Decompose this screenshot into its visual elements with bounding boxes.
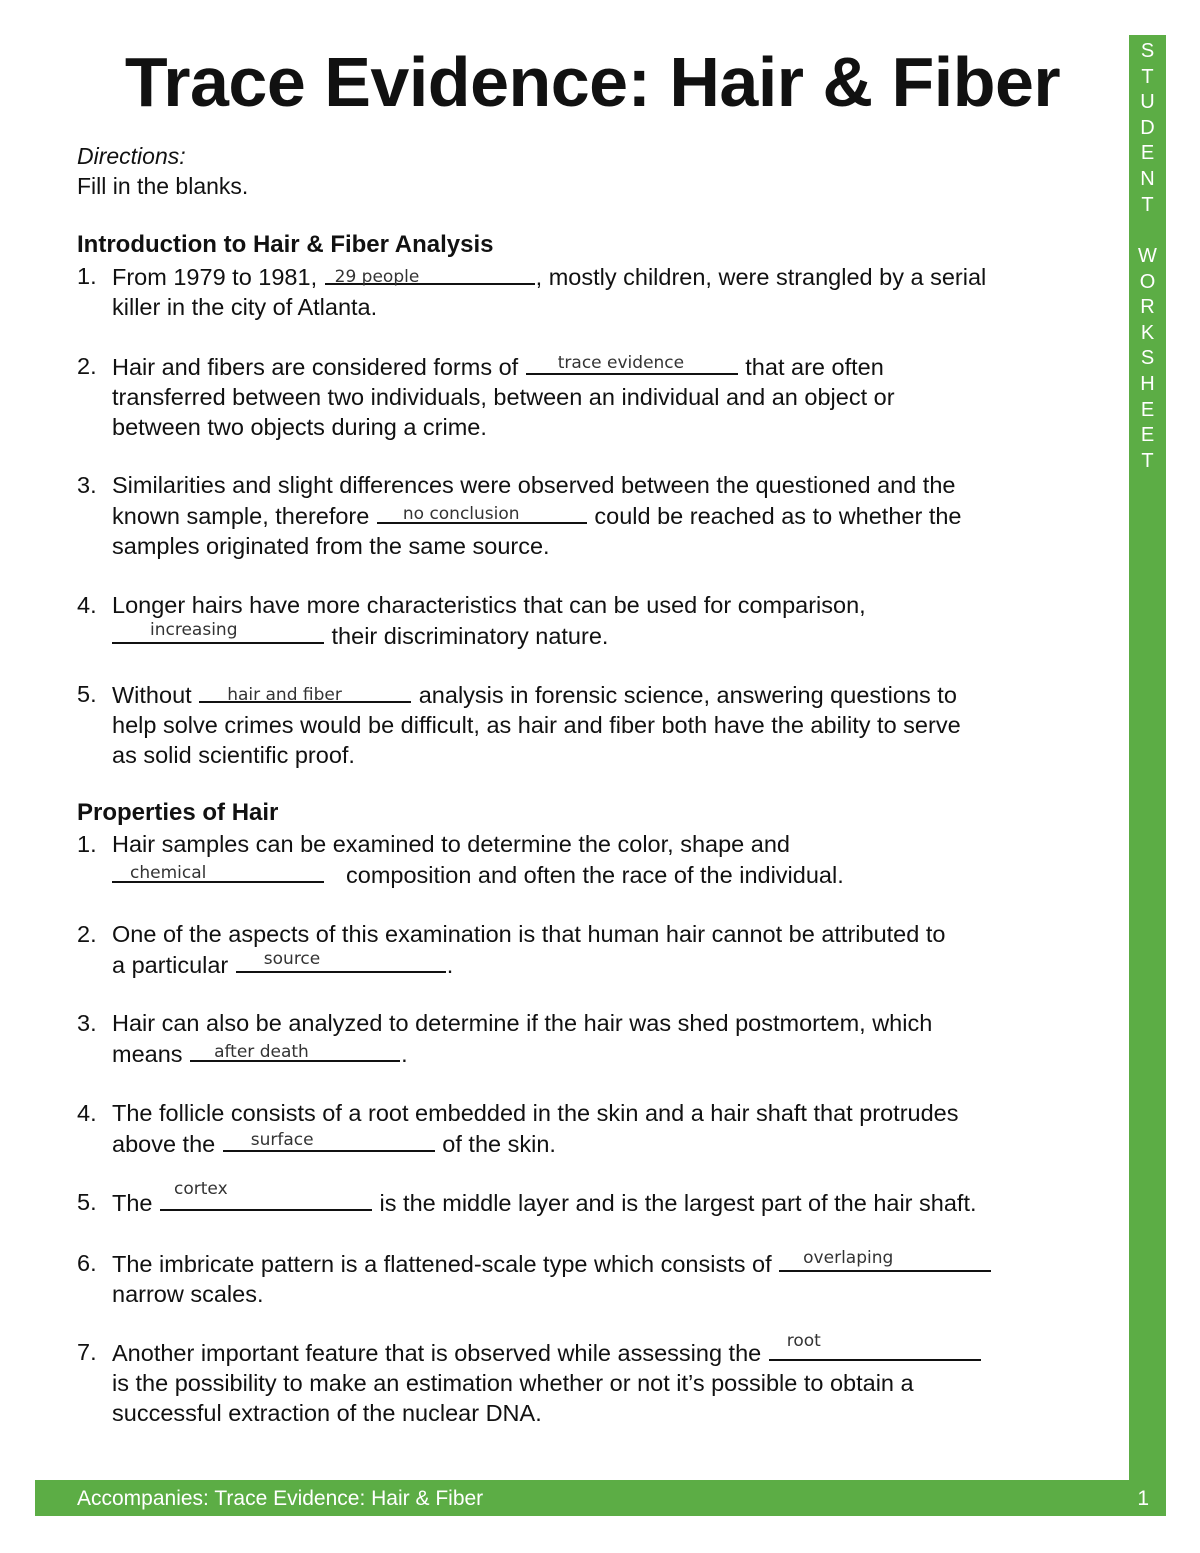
answer-blank[interactable] bbox=[769, 1331, 981, 1361]
sidebar-word-student: S T U D E N T bbox=[1140, 40, 1155, 216]
footer-text: Accompanies: Trace Evidence: Hair & Fiber bbox=[77, 1487, 484, 1510]
answer-blank[interactable] bbox=[223, 1128, 435, 1152]
question-item: 7. Another important feature that is observed while assessing the root is the possibility to make an estimation whether or not it’s possible to obtain a successful extraction of the nuclear DNA. bbox=[77, 1337, 1117, 1428]
directions-body: Fill in the blanks. bbox=[77, 173, 249, 199]
question-number: 4. bbox=[77, 592, 97, 618]
sidebar-bar bbox=[1129, 35, 1166, 1516]
question-number: 1. bbox=[77, 831, 97, 857]
answer-text: increasing bbox=[150, 620, 238, 640]
answer-blank[interactable] bbox=[236, 949, 446, 973]
answer-blank[interactable] bbox=[377, 500, 587, 524]
answer-blank[interactable] bbox=[112, 859, 324, 883]
question-item: 1. From 1979 to 1981, 29 people , mostly children, were strangled by a serial killer in the city of Atlanta. bbox=[77, 263, 987, 320]
answer-text: after death bbox=[214, 1042, 309, 1062]
question-item: 3. Hair can also be analyzed to determine if the hair was shed postmortem, which means after death . bbox=[77, 1010, 933, 1067]
question-number: 1. bbox=[77, 263, 97, 289]
question-number: 2. bbox=[77, 353, 97, 379]
answer-text: no conclusion bbox=[402, 504, 520, 524]
page-title: Trace Evidence: Hair & Fiber bbox=[124, 43, 1061, 121]
question-item: 4. The follicle consists of a root embedded in the skin and a hair shaft that protrudes above the surface of the skin. bbox=[77, 1100, 959, 1157]
answer-text: root bbox=[786, 1331, 821, 1351]
question-number: 5. bbox=[77, 681, 97, 707]
question-number: 4. bbox=[77, 1100, 97, 1126]
question-item: 6. The imbricate pattern is a flattened-scale type which consists of overlaping narrow scales. bbox=[77, 1248, 1117, 1309]
answer-blank[interactable] bbox=[112, 620, 324, 644]
question-item: 2. One of the aspects of this examination is that human hair cannot be attributed to a particular source . bbox=[77, 921, 946, 978]
section-heading-properties: Properties of Hair bbox=[77, 799, 279, 826]
question-number: 6. bbox=[77, 1250, 97, 1276]
answer-blank[interactable] bbox=[779, 1248, 991, 1272]
question-number: 7. bbox=[77, 1339, 97, 1365]
question-number: 3. bbox=[77, 472, 97, 498]
answer-text: 29 people bbox=[334, 267, 420, 287]
page-number: 1 bbox=[1137, 1487, 1149, 1510]
answer-blank[interactable] bbox=[199, 679, 411, 703]
answer-blank[interactable] bbox=[190, 1038, 400, 1062]
answer-blank[interactable] bbox=[526, 351, 738, 375]
answer-blank[interactable] bbox=[325, 261, 535, 285]
sidebar-word-worksheet: W O R K S H E E T bbox=[1138, 245, 1157, 472]
directions-heading: Directions: bbox=[77, 143, 186, 169]
answer-text: surface bbox=[250, 1130, 314, 1150]
question-number: 2. bbox=[77, 921, 97, 947]
answer-text: chemical bbox=[130, 863, 207, 883]
answer-text: cortex bbox=[174, 1179, 228, 1199]
question-item: 1. Hair samples can be examined to determine the color, shape and chemical composition and often the race of the individual. bbox=[77, 831, 844, 888]
section-heading-intro: Introduction to Hair & Fiber Analysis bbox=[77, 231, 494, 258]
answer-text: overlaping bbox=[803, 1248, 894, 1268]
question-item: 5. The cortex is the middle layer and is the largest part of the hair shaft. bbox=[77, 1179, 977, 1216]
question-item: 5. Without hair and fiber analysis in forensic science, answering questions to help solve crimes would be difficult, as hair and fiber both have the ability to serve as solid scientific proof. bbox=[77, 681, 961, 768]
question-item: 3. Similarities and slight differences were observed between the questioned and the known sample, therefore no conclusion could be reached as to whether the samples originated from the same source. bbox=[77, 472, 962, 559]
question-number: 3. bbox=[77, 1010, 97, 1036]
answer-blank[interactable] bbox=[160, 1179, 372, 1211]
question-item: 2. Hair and fibers are considered forms of trace evidence that are often transferred between two individuals, between an individual and an object or between two objects during a crime. bbox=[77, 353, 895, 440]
question-number: 5. bbox=[77, 1189, 97, 1215]
answer-text: hair and fiber bbox=[227, 685, 342, 705]
footer-bar bbox=[35, 1480, 1166, 1516]
answer-text: trace evidence bbox=[557, 353, 685, 373]
question-item: 4. Longer hairs have more characteristics that can be used for comparison, increasing their discriminatory nature. bbox=[77, 592, 866, 649]
answer-text: source bbox=[263, 949, 321, 969]
